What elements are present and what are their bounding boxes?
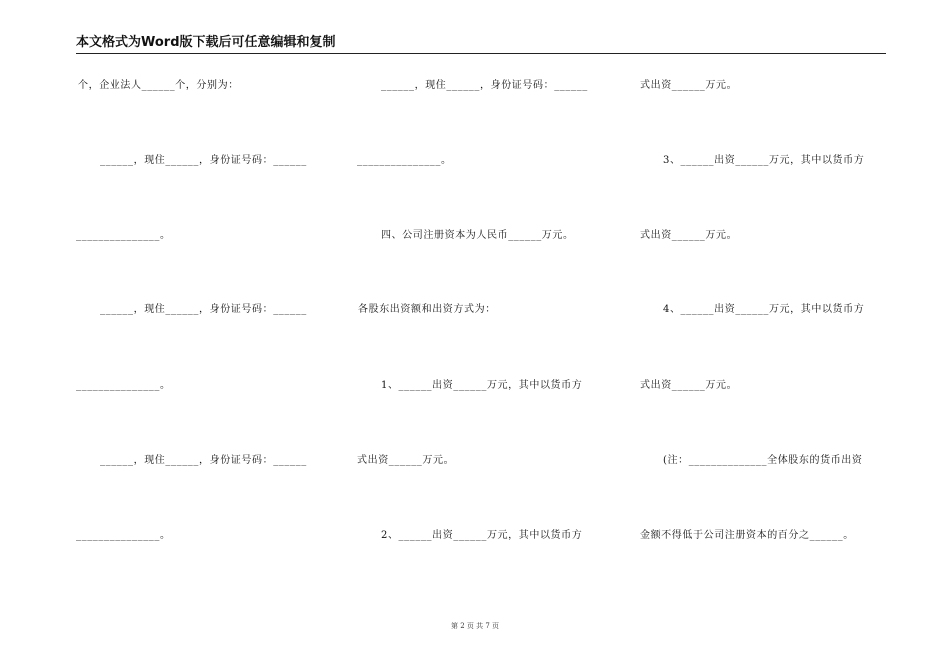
text-line: _______________。 — [76, 230, 171, 241]
text-line: 金额不得低于公司注册资本的百分之______。 — [640, 530, 854, 541]
text-line: _______________。 — [76, 380, 171, 391]
text-line: 4、______出资______万元，其中以货币方 — [663, 304, 865, 315]
text-line: 3、______出资______万元，其中以货币方 — [663, 155, 865, 166]
page-number: 第 2 页 共 7 页 — [450, 622, 500, 630]
text-line: 2、______出资______万元，其中以货币方 — [381, 530, 583, 541]
text-line: (注：______________全体股东的货币出资 — [663, 455, 863, 466]
text-line: _______________。 — [76, 530, 171, 541]
text-line: 1、______出资______万元，其中以货币方 — [381, 380, 583, 391]
text-line: ______，现住______，身份证号码：______ — [100, 304, 307, 315]
text-line: ______，现住______，身份证号码：______ — [100, 155, 307, 166]
text-line: 式出资______万元。 — [640, 380, 738, 391]
text-line: 式出资______万元。 — [357, 455, 455, 466]
page-header — [76, 35, 886, 54]
text-line: 式出资______万元。 — [640, 230, 738, 241]
text-line: 个，企业法人______个，分别为： — [78, 80, 239, 91]
text-line: ______，现住______，身份证号码：______ — [100, 455, 307, 466]
text-line: 四、公司注册资本为人民币______万元。 — [381, 230, 574, 241]
text-line: _______________。 — [357, 155, 452, 166]
header-title: 本文格式为Word版下载后可任意编辑和复制 — [76, 35, 336, 50]
text-line: 各股东出资额和出资方式为： — [358, 304, 496, 315]
text-line: 式出资______万元。 — [640, 80, 738, 91]
text-line: ______，现住______，身份证号码：______ — [381, 80, 588, 91]
